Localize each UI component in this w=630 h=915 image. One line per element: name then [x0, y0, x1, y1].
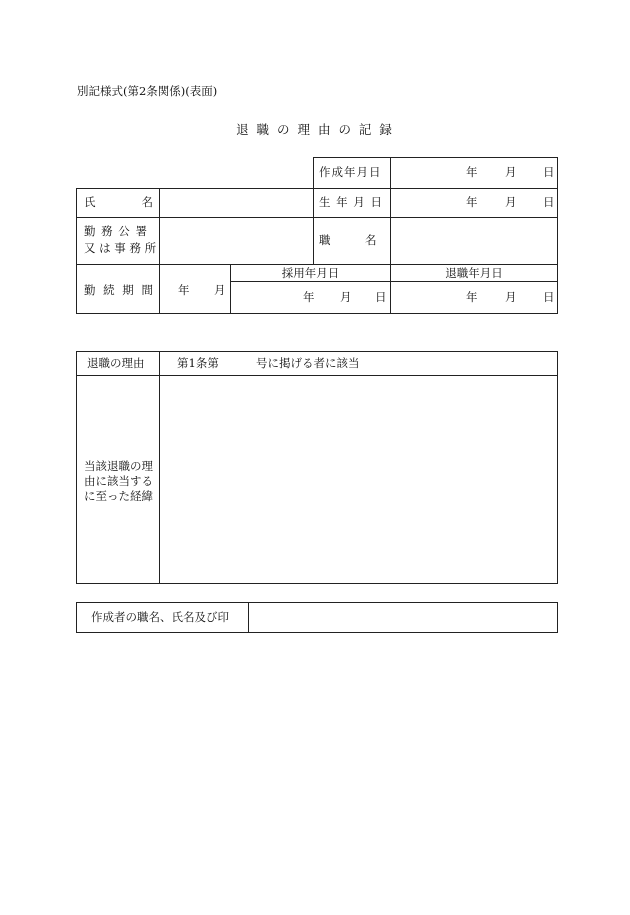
- day-unit: 日: [543, 165, 555, 179]
- detail-field[interactable]: [160, 376, 557, 583]
- day-unit: 日: [543, 290, 555, 304]
- reason-label: 退職の理由: [87, 356, 145, 370]
- reason-number-field[interactable]: [223, 355, 253, 373]
- month-unit: 月: [340, 290, 352, 304]
- day-unit: 日: [543, 195, 555, 209]
- detail-label-line2: 由に該当する: [84, 474, 153, 488]
- retire-date-label: 退職年月日: [445, 266, 503, 280]
- page-title: 退 職 の 理 由 の 記 録: [236, 122, 394, 137]
- office-field[interactable]: [160, 218, 313, 264]
- month-unit: 月: [505, 165, 517, 179]
- form-note: 別記様式(第2条関係)(表面): [77, 84, 218, 98]
- position-field[interactable]: [391, 218, 557, 264]
- year-unit: 年: [466, 290, 478, 304]
- service-period-label: 勤 続 期 間: [84, 283, 155, 297]
- year-unit: 年: [466, 195, 478, 209]
- signer-field[interactable]: [249, 603, 557, 632]
- detail-label-line3: に至った経緯: [84, 489, 153, 503]
- office-label-line2: 又 は 事 務 所: [84, 241, 157, 255]
- year-unit: 年: [303, 290, 315, 304]
- created-date-label: 作成年月日: [319, 165, 382, 179]
- month-unit: 月: [214, 283, 226, 297]
- month-unit: 月: [505, 290, 517, 304]
- year-unit: 年: [466, 165, 478, 179]
- hire-date-label: 採用年月日: [281, 266, 340, 280]
- position-label: 職 名: [319, 233, 377, 247]
- name-label: 氏 名: [84, 195, 153, 209]
- year-unit: 年: [178, 283, 190, 297]
- reason-text-prefix: 第1条第: [177, 356, 219, 370]
- day-unit: 日: [375, 290, 387, 304]
- name-field[interactable]: [160, 189, 313, 217]
- office-label-line1: 勤 務 公 署: [84, 224, 148, 238]
- month-unit: 月: [505, 195, 517, 209]
- reason-text-suffix: 号に掲げる者に該当: [256, 356, 360, 370]
- detail-label-line1: 当該退職の理: [84, 459, 153, 473]
- birth-date-label: 生 年 月 日: [319, 195, 383, 209]
- signer-label: 作成者の職名、氏名及び印: [91, 610, 229, 624]
